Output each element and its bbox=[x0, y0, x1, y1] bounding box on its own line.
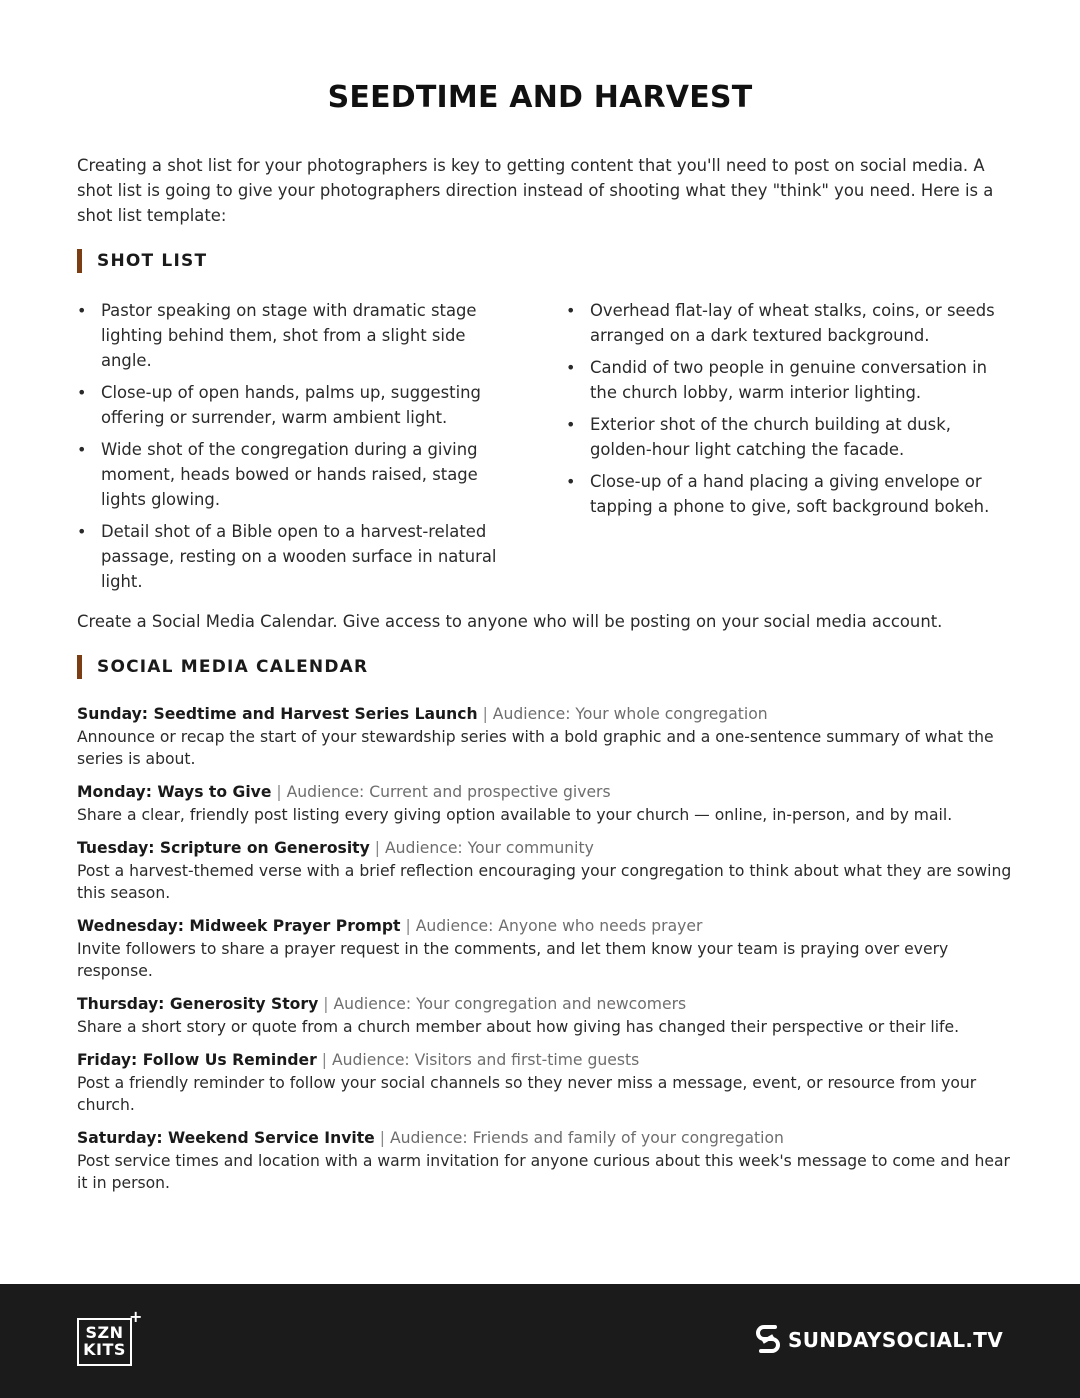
calendar-intro-paragraph: Create a Social Media Calendar. Give access to anyone who will be posting on your social media account. bbox=[77, 612, 943, 631]
calendar-heading bbox=[77, 655, 368, 679]
plus-icon: + bbox=[129, 1307, 143, 1326]
shot-list-heading bbox=[77, 249, 207, 273]
shot-list-item-text: Exterior shot of the church building at dusk, golden-hour light catching the facade. bbox=[590, 415, 951, 459]
sundaysocial-logo-text: SUNDAYSOCIAL.TV bbox=[788, 1328, 1003, 1352]
shot-list-item-text: Detail shot of a Bible open to a harvest-related passage, resting on a wooden surface in natural light. bbox=[101, 522, 497, 591]
calendar-audience: Audience: Visitors and first-time guests bbox=[331, 1051, 640, 1069]
calendar-description: Invite followers to share a prayer request in the comments, and let them know your team is praying over every response. bbox=[77, 940, 949, 980]
shot-list-right-column bbox=[566, 298, 1006, 526]
calendar-day-title: Tuesday: Scripture on Generosity bbox=[77, 839, 370, 857]
heading-accent-bar bbox=[77, 249, 82, 273]
bullet-icon: • bbox=[566, 472, 576, 491]
shot-list-item-text: Close-up of a hand placing a giving envelope or tapping a phone to give, soft background bokeh. bbox=[590, 472, 990, 516]
calendar-separator: | bbox=[405, 917, 411, 935]
szn-logo-line: SZN bbox=[85, 1323, 124, 1342]
calendar-description: Announce or recap the start of your stewardship series with a bold graphic and a one-sentence summary of what the series is about. bbox=[77, 728, 994, 768]
shot-list-item-text: Pastor speaking on stage with dramatic stage lighting behind them, shot from a slight side angle. bbox=[101, 301, 477, 370]
calendar-separator: | bbox=[374, 839, 381, 857]
sundaysocial-logo bbox=[755, 1324, 1003, 1356]
social-media-calendar bbox=[77, 703, 1012, 1205]
calendar-separator: | bbox=[276, 783, 282, 801]
intro-paragraph: Creating a shot list for your photographers is key to getting content that you'll need to post on social media. A shot list is going to give your photographers direction instead of shooting what they "think" you need. Here is a shot list template: bbox=[77, 156, 994, 225]
calendar-audience: Audience: Current and prospective givers bbox=[286, 783, 611, 801]
shot-list-item-text: Close-up of open hands, palms up, suggesting offering or surrender, warm ambient light. bbox=[101, 383, 481, 427]
calendar-entry-monday bbox=[77, 781, 1012, 826]
calendar-audience: Audience: Your congregation and newcomers bbox=[333, 995, 687, 1013]
calendar-audience: Audience: Your community bbox=[385, 839, 594, 857]
calendar-separator: | bbox=[379, 1129, 385, 1147]
calendar-entry-wednesday bbox=[77, 915, 1012, 982]
calendar-audience: Audience: Friends and family of your congregation bbox=[389, 1129, 784, 1147]
shot-list-item bbox=[77, 298, 517, 373]
shot-list-item bbox=[566, 355, 1006, 405]
bullet-icon: • bbox=[77, 301, 87, 320]
shot-list-item bbox=[77, 380, 517, 430]
page-title: SEEDTIME AND HARVEST bbox=[327, 80, 753, 115]
footer-bar bbox=[0, 1284, 1080, 1398]
shot-list-item-text: Wide shot of the congregation during a giving moment, heads bowed or hands raised, stage lights glowing. bbox=[101, 440, 478, 509]
shot-list-item bbox=[77, 519, 517, 594]
bullet-icon: • bbox=[77, 522, 87, 541]
shot-list-item bbox=[77, 437, 517, 512]
bullet-icon: • bbox=[566, 358, 576, 377]
calendar-entry-tuesday bbox=[77, 837, 1012, 904]
calendar-day-title: Friday: Follow Us Reminder bbox=[77, 1051, 317, 1069]
shot-list-item bbox=[566, 412, 1006, 462]
calendar-day-title: Monday: Ways to Give bbox=[77, 783, 272, 801]
sundaysocial-s-icon bbox=[755, 1324, 781, 1356]
heading-accent-bar bbox=[77, 655, 82, 679]
shot-list-item bbox=[566, 469, 1006, 519]
calendar-day-title: Saturday: Weekend Service Invite bbox=[77, 1129, 375, 1147]
bullet-icon: • bbox=[566, 301, 576, 320]
szn-kits-logo-box bbox=[77, 1318, 132, 1366]
calendar-description: Post a friendly reminder to follow your social channels so they never miss a message, event, or resource from your church. bbox=[77, 1074, 977, 1114]
calendar-separator: | bbox=[323, 995, 329, 1013]
szn-kits-logo bbox=[77, 1307, 143, 1366]
calendar-description: Share a clear, friendly post listing every giving option available to your church — online, in-person, and by mail. bbox=[77, 806, 953, 824]
calendar-entry-sunday bbox=[77, 703, 1012, 770]
bullet-icon: • bbox=[566, 415, 576, 434]
calendar-heading-text: SOCIAL MEDIA CALENDAR bbox=[97, 657, 369, 677]
calendar-entry-friday bbox=[77, 1049, 1012, 1116]
calendar-audience: Audience: Your whole congregation bbox=[492, 705, 768, 723]
kits-logo-line: KITS bbox=[83, 1340, 126, 1359]
calendar-entry-thursday bbox=[77, 993, 1012, 1038]
calendar-description: Post a harvest-themed verse with a brief reflection encouraging your congregation to think about what they are sowing this season. bbox=[77, 862, 1012, 902]
calendar-day-title: Wednesday: Midweek Prayer Prompt bbox=[77, 917, 401, 935]
bullet-icon: • bbox=[77, 383, 87, 402]
calendar-audience: Audience: Anyone who needs prayer bbox=[415, 917, 703, 935]
shot-list-item-text: Candid of two people in genuine conversation in the church lobby, warm interior lighting. bbox=[590, 358, 988, 402]
calendar-day-title: Sunday: Seedtime and Harvest Series Launch bbox=[77, 705, 478, 723]
calendar-separator: | bbox=[321, 1051, 328, 1069]
bullet-icon: • bbox=[77, 440, 87, 459]
shot-list-heading-text: SHOT LIST bbox=[97, 251, 208, 271]
calendar-description: Post service times and location with a warm invitation for anyone curious about this week's message to come and hear it in person. bbox=[77, 1152, 1010, 1192]
calendar-description: Share a short story or quote from a church member about how giving has changed their perspective or their life. bbox=[77, 1018, 960, 1036]
calendar-separator: | bbox=[482, 705, 488, 723]
calendar-entry-saturday bbox=[77, 1127, 1012, 1194]
shot-list-item bbox=[566, 298, 1006, 348]
calendar-day-title: Thursday: Generosity Story bbox=[77, 995, 319, 1013]
shot-list-left-column bbox=[77, 298, 517, 601]
shot-list-item-text: Overhead flat-lay of wheat stalks, coins, or seeds arranged on a dark textured background. bbox=[590, 301, 995, 345]
